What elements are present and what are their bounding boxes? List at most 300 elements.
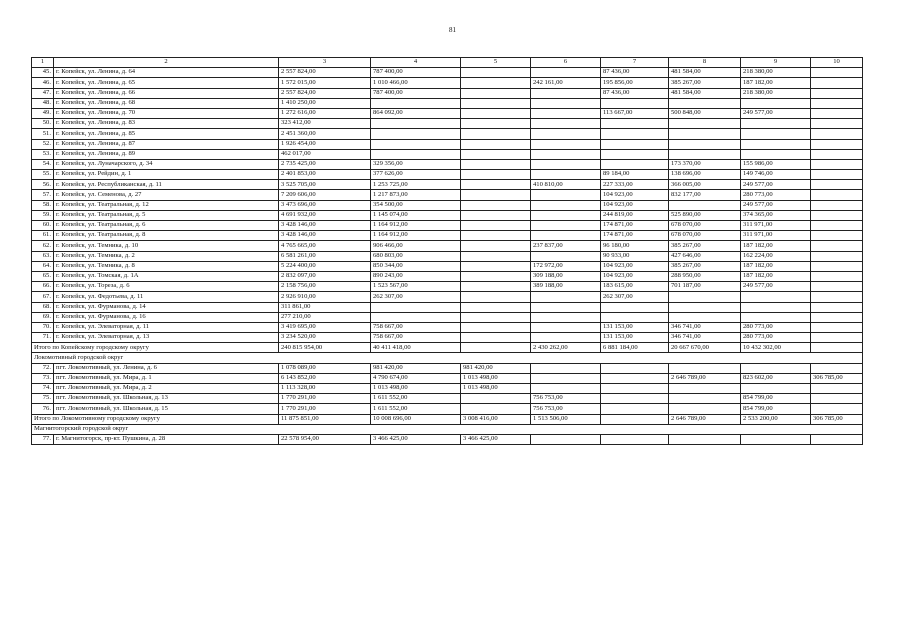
table-cell: г. Копейск, ул. Театральная, д. 8 — [54, 231, 279, 241]
table-row — [32, 221, 863, 231]
table-cell: 61. — [32, 231, 54, 241]
table-cell: г. Копейск, ул. Ленина, д. 85 — [54, 129, 279, 139]
table-cell — [461, 200, 531, 210]
table-cell: 1 611 552,00 — [371, 404, 461, 414]
table-cell — [371, 312, 461, 322]
table-cell: г. Магнитогорск, пр-кт. Пушкина, д. 28 — [54, 434, 279, 444]
table-cell: 1 013 498,00 — [371, 384, 461, 394]
column-header: 3 — [279, 58, 371, 68]
table-row — [32, 251, 863, 261]
table-cell: 59. — [32, 210, 54, 220]
table-cell — [669, 384, 741, 394]
column-header: 8 — [669, 58, 741, 68]
section-label: Магнитогорский городской округ — [32, 424, 863, 434]
table-cell — [461, 119, 531, 129]
table-cell — [669, 98, 741, 108]
table-cell — [531, 190, 601, 200]
table-cell: 138 696,00 — [669, 170, 741, 180]
table-cell: 787 400,00 — [371, 68, 461, 78]
table-cell — [531, 373, 601, 383]
table-cell: 906 466,00 — [371, 241, 461, 251]
table-cell — [741, 98, 811, 108]
table-cell: 240 815 954,00 — [279, 343, 371, 353]
table-row — [32, 261, 863, 271]
table-row — [32, 210, 863, 220]
table-cell: 678 070,00 — [669, 221, 741, 231]
table-cell: 3 473 696,00 — [279, 200, 371, 210]
table-cell: г. Копейск, ул. Ленина, д. 68 — [54, 98, 279, 108]
table-cell: 55. — [32, 170, 54, 180]
table-cell: 366 005,00 — [669, 180, 741, 190]
table-cell — [741, 312, 811, 322]
section-row — [32, 353, 863, 363]
table-cell: 427 646,00 — [669, 251, 741, 261]
table-cell: 46. — [32, 78, 54, 88]
table-cell — [461, 231, 531, 241]
table-cell: 2 430 262,00 — [531, 343, 601, 353]
table-cell: 104 923,00 — [601, 261, 669, 271]
table-cell: 75. — [32, 394, 54, 404]
table-cell — [669, 139, 741, 149]
table-cell: 73. — [32, 373, 54, 383]
table-cell — [811, 149, 863, 159]
column-header: 6 — [531, 58, 601, 68]
table-cell: 2 646 789,00 — [669, 414, 741, 424]
column-header: 10 — [811, 58, 863, 68]
table-cell — [669, 200, 741, 210]
table-cell — [741, 292, 811, 302]
table-cell — [461, 251, 531, 261]
section-row — [32, 424, 863, 434]
table-cell — [741, 363, 811, 373]
table-cell — [811, 139, 863, 149]
table-cell: 4 765 665,00 — [279, 241, 371, 251]
table-cell: 3 428 146,00 — [279, 221, 371, 231]
table-cell — [461, 241, 531, 251]
table-cell: 262 307,00 — [371, 292, 461, 302]
table-cell — [811, 261, 863, 271]
table-cell: 1 145 074,00 — [371, 210, 461, 220]
table-cell — [811, 119, 863, 129]
table-row — [32, 159, 863, 169]
table-cell — [601, 404, 669, 414]
table-cell: 66. — [32, 282, 54, 292]
table-cell — [811, 282, 863, 292]
table-cell — [669, 292, 741, 302]
table-row — [32, 139, 863, 149]
table-cell: 20 667 670,00 — [669, 343, 741, 353]
table-row — [32, 200, 863, 210]
table-cell — [601, 363, 669, 373]
table-row — [32, 129, 863, 139]
table-cell — [669, 129, 741, 139]
table-cell: 104 923,00 — [601, 200, 669, 210]
table-cell — [461, 282, 531, 292]
table-cell: 2 735 425,00 — [279, 159, 371, 169]
table-cell — [461, 159, 531, 169]
total-row — [32, 414, 863, 424]
table-cell: 2 926 910,00 — [279, 292, 371, 302]
table-cell — [669, 394, 741, 404]
table-cell — [461, 190, 531, 200]
table-cell: 2 557 824,00 — [279, 68, 371, 78]
table-cell: 758 667,00 — [371, 333, 461, 343]
table-cell — [531, 98, 601, 108]
table-cell: 2 557 824,00 — [279, 88, 371, 98]
table-cell: 1 770 291,00 — [279, 394, 371, 404]
table-row — [32, 292, 863, 302]
table-cell — [601, 119, 669, 129]
table-cell: 72. — [32, 363, 54, 373]
table-cell — [461, 322, 531, 332]
table-row — [32, 68, 863, 78]
table-cell: 481 584,00 — [669, 68, 741, 78]
table-cell: 77. — [32, 434, 54, 444]
table-cell — [811, 434, 863, 444]
table-cell: 249 577,00 — [741, 180, 811, 190]
table-row — [32, 241, 863, 251]
table-cell — [461, 221, 531, 231]
table-cell: 354 500,00 — [371, 200, 461, 210]
table-cell: г. Копейск, ул. Ленина, д. 87 — [54, 139, 279, 149]
table-cell — [461, 404, 531, 414]
column-header: 9 — [741, 58, 811, 68]
table-row — [32, 282, 863, 292]
table-cell — [531, 322, 601, 332]
table-row — [32, 394, 863, 404]
table-cell: 187 182,00 — [741, 261, 811, 271]
table-cell — [601, 139, 669, 149]
total-label: Итого по Копейскому городскому округу — [32, 343, 279, 353]
table-row — [32, 190, 863, 200]
table-cell — [531, 434, 601, 444]
table-cell: 1 078 089,00 — [279, 363, 371, 373]
table-cell: 525 890,00 — [669, 210, 741, 220]
table-cell: 6 581 261,00 — [279, 251, 371, 261]
table-cell: 63. — [32, 251, 54, 261]
table-cell — [811, 251, 863, 261]
table-cell: 218 380,00 — [741, 88, 811, 98]
table-cell — [531, 68, 601, 78]
table-cell — [811, 394, 863, 404]
table-cell: пгт. Локомотивный, ул. Мира, д. 1 — [54, 373, 279, 383]
table-cell: 244 819,00 — [601, 210, 669, 220]
table-cell: г. Копейск, ул. Ленина, д. 66 — [54, 88, 279, 98]
table-cell: 2 451 360,00 — [279, 129, 371, 139]
table-cell: 323 412,00 — [279, 119, 371, 129]
table-row — [32, 363, 863, 373]
table-cell: 280 773,00 — [741, 333, 811, 343]
table-cell: 311 861,00 — [279, 302, 371, 312]
table-cell: 787 400,00 — [371, 88, 461, 98]
table-row — [32, 271, 863, 281]
table-cell — [811, 200, 863, 210]
table-row — [32, 333, 863, 343]
table-cell: 50. — [32, 119, 54, 129]
table-cell — [741, 149, 811, 159]
table-cell — [461, 394, 531, 404]
table-cell: 481 584,00 — [669, 88, 741, 98]
table-cell: 40 411 418,00 — [371, 343, 461, 353]
table-cell: 981 420,00 — [371, 363, 461, 373]
table-cell: г. Копейск, ул. Темника, д. 2 — [54, 251, 279, 261]
table-row — [32, 384, 863, 394]
table-cell: 53. — [32, 149, 54, 159]
table-cell: 854 799,00 — [741, 404, 811, 414]
table-cell — [669, 119, 741, 129]
table-cell — [461, 271, 531, 281]
table-cell — [371, 139, 461, 149]
table-cell — [461, 139, 531, 149]
table-cell: 280 773,00 — [741, 190, 811, 200]
table-cell: 96 180,00 — [601, 241, 669, 251]
table-cell — [811, 271, 863, 281]
table-cell: г. Копейск, ул. Тореза, д. 6 — [54, 282, 279, 292]
table-cell — [461, 292, 531, 302]
table-cell — [461, 88, 531, 98]
table-cell: 277 210,00 — [279, 312, 371, 322]
table-cell — [531, 363, 601, 373]
table-cell: 10 008 696,00 — [371, 414, 461, 424]
table-cell: 385 267,00 — [669, 261, 741, 271]
table-cell: 64. — [32, 261, 54, 271]
table-cell: 6 143 852,00 — [279, 373, 371, 383]
table-cell — [811, 312, 863, 322]
table-cell — [371, 119, 461, 129]
table-cell: г. Копейск, ул. Театральная, д. 6 — [54, 221, 279, 231]
table-cell: г. Копейск, ул. Республиканская, д. 11 — [54, 180, 279, 190]
table-cell — [811, 68, 863, 78]
column-header: 4 — [371, 58, 461, 68]
table-cell: 56. — [32, 180, 54, 190]
table-row — [32, 88, 863, 98]
table-cell: пгт. Локомотивный, ул. Мира, д. 2 — [54, 384, 279, 394]
table-cell: 67. — [32, 292, 54, 302]
table-cell — [531, 210, 601, 220]
table-cell — [601, 159, 669, 169]
table-cell: 1 010 466,00 — [371, 78, 461, 88]
table-row — [32, 434, 863, 444]
table-cell — [531, 119, 601, 129]
table-cell — [811, 221, 863, 231]
table-cell — [371, 149, 461, 159]
table-cell — [811, 231, 863, 241]
table-cell: 218 380,00 — [741, 68, 811, 78]
table-cell: 1 164 912,00 — [371, 231, 461, 241]
table-cell — [531, 159, 601, 169]
total-label: Итого по Локомотивному городскому округу — [32, 414, 279, 424]
table-cell: 187 182,00 — [741, 271, 811, 281]
table-cell — [601, 414, 669, 424]
table-row — [32, 180, 863, 190]
table-cell: 1 113 328,00 — [279, 384, 371, 394]
table-cell: 500 848,00 — [669, 108, 741, 118]
table-cell: 1 013 498,00 — [461, 384, 531, 394]
table-cell: 262 307,00 — [601, 292, 669, 302]
table-cell: 45. — [32, 68, 54, 78]
table-cell: 346 741,00 — [669, 322, 741, 332]
table-cell — [461, 78, 531, 88]
table-cell: 69. — [32, 312, 54, 322]
table-row — [32, 404, 863, 414]
table-cell: 89 184,00 — [601, 170, 669, 180]
table-row — [32, 302, 863, 312]
table-cell: 377 626,00 — [371, 170, 461, 180]
table-cell: 62. — [32, 241, 54, 251]
table-cell: 187 182,00 — [741, 78, 811, 88]
table-cell — [461, 129, 531, 139]
table-cell: 280 773,00 — [741, 322, 811, 332]
table-cell: г. Копейск, ул. Ленина, д. 64 — [54, 68, 279, 78]
table-cell: 2 646 789,00 — [669, 373, 741, 383]
table-cell — [461, 302, 531, 312]
table-cell — [461, 149, 531, 159]
table-cell: 71. — [32, 333, 54, 343]
table-cell — [741, 139, 811, 149]
table-cell: 3 419 695,00 — [279, 322, 371, 332]
table-cell — [669, 312, 741, 322]
table-cell: г. Копейск, ул. Ленина, д. 83 — [54, 119, 279, 129]
table-cell — [811, 404, 863, 414]
table-cell: г. Копейск, ул. Семенова, д. 27 — [54, 190, 279, 200]
table-cell: 1 164 912,00 — [371, 221, 461, 231]
table-cell — [811, 343, 863, 353]
table-cell: 2 533 200,00 — [741, 414, 811, 424]
table-cell: г. Копейск, ул. Луначарского, д. 34 — [54, 159, 279, 169]
table-cell: г. Копейск, ул. Фурманова, д. 16 — [54, 312, 279, 322]
table-cell: 854 799,00 — [741, 394, 811, 404]
table-cell — [811, 363, 863, 373]
table-cell — [811, 98, 863, 108]
table-cell: 1 217 873,00 — [371, 190, 461, 200]
column-header: 1 — [32, 58, 54, 68]
table-cell: пгт. Локомотивный, ул. Школьная, д. 13 — [54, 394, 279, 404]
table-cell — [461, 68, 531, 78]
table-cell — [601, 434, 669, 444]
table-cell: г. Копейск, ул. Театральная, д. 5 — [54, 210, 279, 220]
table-cell: г. Копейск, ул. Театральная, д. 12 — [54, 200, 279, 210]
table-cell: 410 810,00 — [531, 180, 601, 190]
table-cell — [531, 231, 601, 241]
table-cell — [741, 434, 811, 444]
table-cell: г. Копейск, ул. Темника, д. 8 — [54, 261, 279, 271]
table-cell — [811, 88, 863, 98]
section-label: Локомотивный городской округ — [32, 353, 863, 363]
table-cell: 701 187,00 — [669, 282, 741, 292]
table-cell: 57. — [32, 190, 54, 200]
table-cell: 306 785,00 — [811, 414, 863, 424]
table-cell: 68. — [32, 302, 54, 312]
table-cell: 242 161,00 — [531, 78, 601, 88]
total-row — [32, 343, 863, 353]
table-cell — [741, 129, 811, 139]
table-cell: 385 267,00 — [669, 78, 741, 88]
table-cell — [601, 384, 669, 394]
table-cell — [669, 404, 741, 414]
table-cell: 47. — [32, 88, 54, 98]
table-cell: г. Копейск, ул. Томская, д. 1А — [54, 271, 279, 281]
table-cell: 60. — [32, 221, 54, 231]
table-cell: 288 950,00 — [669, 271, 741, 281]
table-cell — [601, 394, 669, 404]
table-cell — [601, 129, 669, 139]
table-cell: 249 577,00 — [741, 108, 811, 118]
table-cell — [531, 302, 601, 312]
table-cell: 76. — [32, 404, 54, 414]
table-cell: 758 667,00 — [371, 322, 461, 332]
table-row — [32, 322, 863, 332]
table-cell: г. Копейск, ул. Ленина, д. 89 — [54, 149, 279, 159]
table-cell: 756 753,00 — [531, 394, 601, 404]
table-cell: 104 923,00 — [601, 271, 669, 281]
table-cell: 104 923,00 — [601, 190, 669, 200]
table-cell: 1 611 552,00 — [371, 394, 461, 404]
table-cell: 1 523 567,00 — [371, 282, 461, 292]
table-cell: 3 428 146,00 — [279, 231, 371, 241]
table-cell: 462 017,00 — [279, 149, 371, 159]
table-cell — [461, 333, 531, 343]
table-cell — [531, 170, 601, 180]
table-cell — [811, 333, 863, 343]
table-cell: 22 578 954,00 — [279, 434, 371, 444]
table-cell: 174 871,00 — [601, 231, 669, 241]
table-cell: 680 803,00 — [371, 251, 461, 261]
table-cell — [531, 251, 601, 261]
table-cell: г. Копейск, ул. Ленина, д. 65 — [54, 78, 279, 88]
table-row — [32, 231, 863, 241]
table-cell: 864 092,00 — [371, 108, 461, 118]
table-cell: 311 971,00 — [741, 231, 811, 241]
table-cell: 2 401 853,00 — [279, 170, 371, 180]
table-cell — [531, 88, 601, 98]
table-cell: 981 420,00 — [461, 363, 531, 373]
table-cell — [669, 302, 741, 312]
table-cell: 155 986,00 — [741, 159, 811, 169]
table-cell: 1 572 015,00 — [279, 78, 371, 88]
table-cell — [531, 129, 601, 139]
table-cell — [461, 343, 531, 353]
table-cell — [531, 108, 601, 118]
table-cell: 3 234 520,00 — [279, 333, 371, 343]
table-cell — [601, 149, 669, 159]
table-cell: пгт. Локомотивный, ул. Школьная, д. 15 — [54, 404, 279, 414]
table-cell — [601, 98, 669, 108]
table-cell — [461, 210, 531, 220]
table-cell: 49. — [32, 108, 54, 118]
table-cell — [601, 373, 669, 383]
table-cell — [811, 292, 863, 302]
table-cell — [811, 180, 863, 190]
table-cell: 678 070,00 — [669, 231, 741, 241]
table-cell: 832 177,00 — [669, 190, 741, 200]
table-cell: 87 436,00 — [601, 68, 669, 78]
table-cell — [811, 129, 863, 139]
table-cell — [531, 384, 601, 394]
header-row — [32, 58, 863, 68]
table-cell — [371, 129, 461, 139]
table-cell: 4 790 674,00 — [371, 373, 461, 383]
table-cell: 10 432 302,00 — [741, 343, 811, 353]
table-cell — [669, 149, 741, 159]
table-cell: 1 410 250,00 — [279, 98, 371, 108]
table-cell: 5 224 400,00 — [279, 261, 371, 271]
table-cell — [531, 139, 601, 149]
table-cell: 1 272 616,00 — [279, 108, 371, 118]
table-cell: 1 926 454,00 — [279, 139, 371, 149]
table-cell: г. Копейск, ул. Элеваторная, д. 13 — [54, 333, 279, 343]
table-cell — [811, 170, 863, 180]
table-cell: 65. — [32, 271, 54, 281]
